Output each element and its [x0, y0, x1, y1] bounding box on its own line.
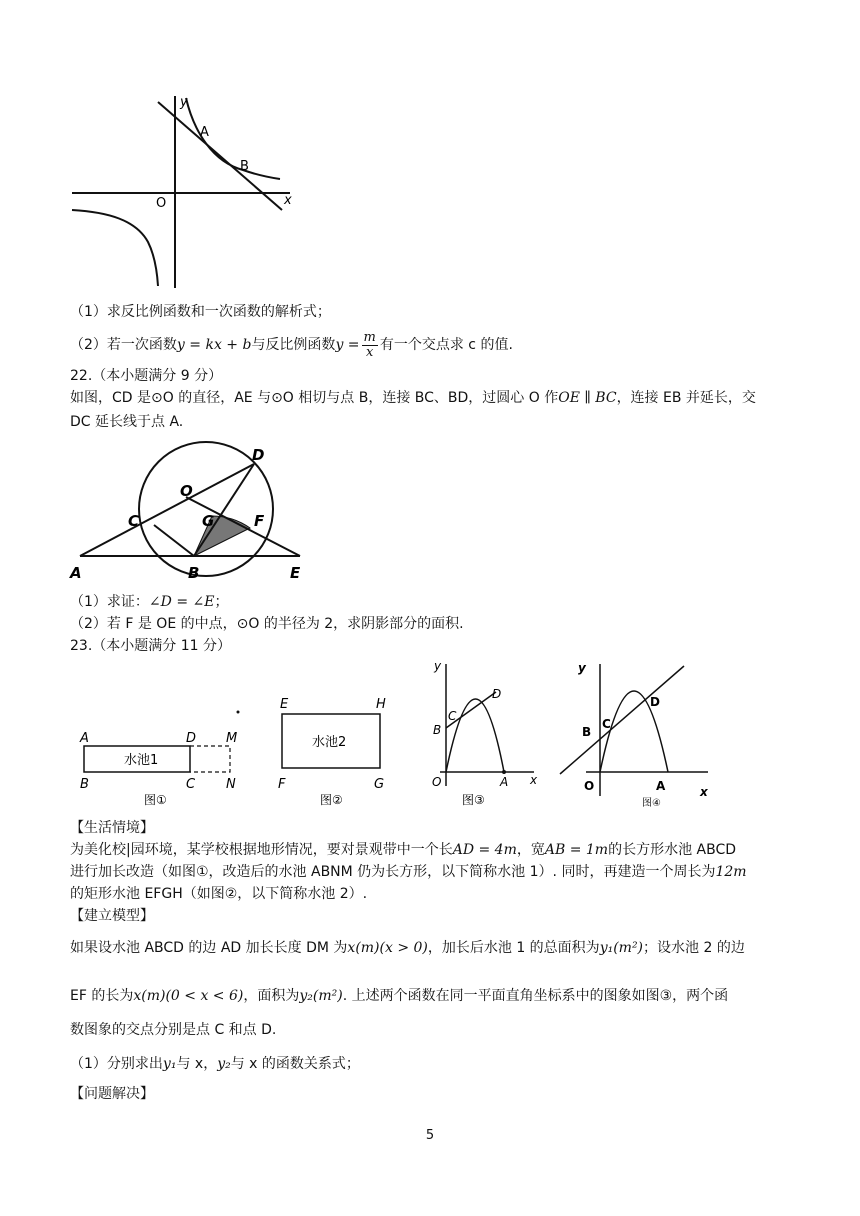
label-o: O — [180, 482, 193, 500]
point-b-label: B — [240, 159, 249, 174]
label-b: B — [188, 564, 200, 582]
q23-model-line2: EF 的长为x(m)(0 < x < 6)，面积为y₂(m²). 上述两个函数在同一平面直角坐标系中的图象如图③，两个函 — [70, 988, 729, 1004]
label-n: N — [226, 777, 236, 792]
point-b-label: B — [433, 723, 442, 737]
label-c: C — [186, 777, 196, 792]
label-d: D — [186, 731, 197, 746]
q23-model-line1: 如果设水池 ABCD 的边 AD 加长长度 DM 为x(m)(x > 0)，加长后水池 1 的总面积为y₁(m²)；设水池 2 的边 — [70, 940, 745, 956]
page-number: 5 — [425, 1128, 435, 1143]
origin-label: O — [156, 196, 167, 211]
label-g: G — [202, 512, 215, 530]
x-label: x — [284, 193, 292, 208]
label-m: M — [226, 731, 238, 746]
q22-figure — [68, 440, 318, 590]
label-g: G — [374, 777, 385, 792]
line-bc — [154, 525, 194, 556]
point-b-label: B — [582, 725, 592, 739]
label-a: A — [80, 731, 89, 746]
m-over-x-fraction: $\frac{m}{x}$ — [363, 329, 376, 360]
origin-label: O — [584, 779, 595, 793]
pool-2-label: 水池2 — [312, 735, 347, 750]
line-ad — [80, 464, 254, 556]
stray-dot — [237, 711, 240, 714]
q23-model-title: 【建立模型】 — [70, 908, 154, 924]
q23-part1: （1）分别求出y₁与 x，y₂与 x 的函数关系式； — [70, 1056, 360, 1072]
q22-part1: （1）求证：∠D = ∠E； — [70, 594, 229, 610]
figure-2-caption: 图② — [320, 793, 343, 807]
q23-solve-title: 【问题解决】 — [70, 1086, 154, 1102]
label-d: D — [252, 446, 265, 464]
point-a-label: A — [656, 779, 666, 793]
q23-life-title: 【生活情境】 — [70, 820, 154, 836]
figure-3-caption: 图③ — [462, 793, 485, 807]
x-label: x — [530, 773, 538, 787]
q23-figure-1 — [72, 700, 252, 812]
label-c: C — [128, 512, 140, 530]
q23-header: 23.（本小题满分 11 分） — [70, 638, 231, 654]
q23-figure-4 — [556, 656, 716, 812]
label-f: F — [254, 512, 265, 530]
point-a-dot — [502, 770, 506, 774]
label-b: B — [80, 777, 89, 792]
pool-1-label: 水池1 — [124, 753, 159, 768]
q21-part1: （1）求反比例函数和一次函数的解析式； — [70, 304, 331, 320]
label-h: H — [376, 697, 386, 712]
label-e: E — [280, 697, 289, 712]
point-c-label: C — [448, 709, 457, 723]
label-a: A — [70, 564, 82, 582]
q22-header: 22.（本小题满分 9 分） — [70, 368, 223, 384]
label-f: F — [278, 777, 286, 792]
hyperbola-branch-2 — [72, 210, 158, 286]
q21-figure — [68, 92, 308, 292]
q23-figure-3 — [426, 656, 542, 812]
origin-label: O — [432, 775, 442, 789]
figure-4-caption: 图④ — [642, 798, 661, 809]
q23-figure-2 — [274, 694, 394, 812]
point-c-label: C — [602, 717, 611, 731]
q23-life-line1: 为美化校|园环境，某学校根据地形情况，要对景观带中一个长AD = 4m，宽AB = 1m的长方形水池 ABCD — [70, 842, 737, 858]
y-label: y — [578, 661, 586, 675]
q23-life-line3: 的矩形水池 EFGH（如图②，以下简称水池 2）. — [70, 886, 368, 902]
point-d-label: D — [650, 695, 660, 709]
y-label: y — [180, 95, 188, 110]
q22-text-line1: 如图，CD 是⊙O 的直径，AE 与⊙O 相切与点 B，连接 BC、BD，过圆心 O 作OE ∥ BC，连接 EB 并延长，交 — [70, 390, 756, 406]
extension-dashed — [190, 746, 230, 772]
label-e: E — [290, 564, 301, 582]
point-d-label: D — [492, 687, 502, 701]
point-a-label: A — [500, 775, 509, 789]
figure-1-caption: 图① — [144, 793, 167, 807]
x-label: x — [700, 785, 708, 799]
q23-model-line3: 数图象的交点分别是点 C 和点 D. — [70, 1022, 277, 1038]
y-label: y — [434, 659, 442, 673]
q21-part2: （2）若一次函数y = kx + b与反比例函数y = $\frac{m}{x}$ 有一个交点求 c 的值. — [70, 329, 513, 360]
line-bd — [194, 464, 254, 556]
q23-life-line2: 进行加长改造（如图①，改造后的水池 ABNM 仍为长方形，以下简称水池 1）. 同时，再建造一个周长为12m — [70, 864, 747, 880]
q22-text-line2: DC 延长线于点 A. — [70, 414, 184, 430]
point-a-label: A — [200, 125, 209, 140]
q22-part2: （2）若 F 是 OE 的中点，⊙O 的半径为 2，求阴影部分的面积. — [70, 616, 464, 632]
